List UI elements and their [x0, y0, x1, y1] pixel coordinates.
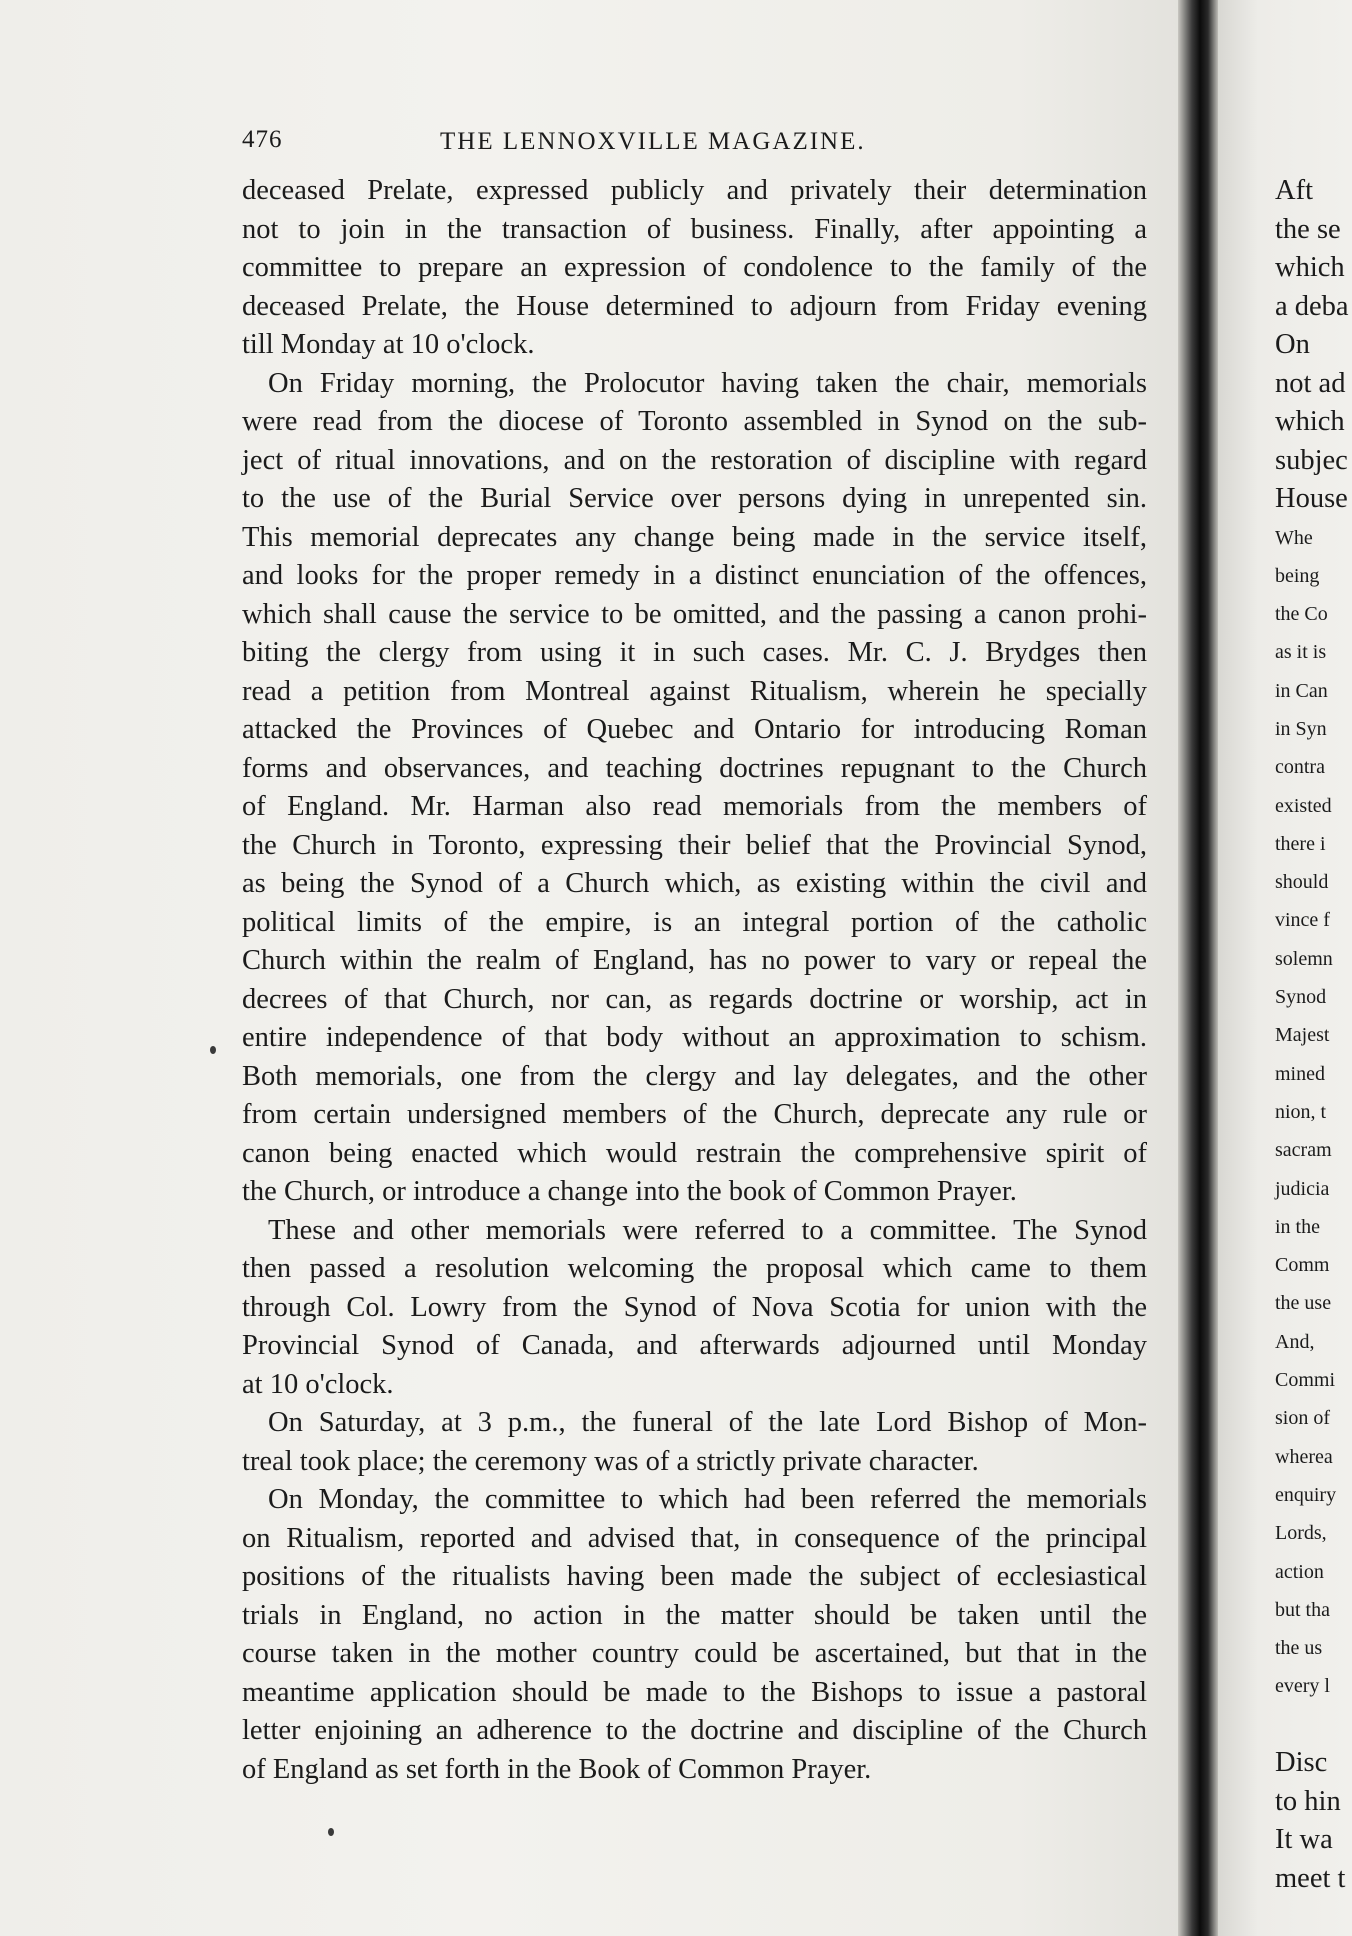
- text-line: political limits of the empire, is an integral portion of the catholic: [242, 906, 1147, 938]
- text-line: nion, t: [1275, 1100, 1327, 1123]
- text-line: existed: [1275, 794, 1332, 817]
- text-line: meet t: [1275, 1862, 1346, 1894]
- text-line: in Syn: [1275, 717, 1327, 740]
- text-line: attacked the Provinces of Quebec and Ontario for introducing Roman: [242, 714, 1147, 745]
- text-line: were read from the diocese of Toronto assembled in Synod on the sub-: [242, 406, 1147, 437]
- text-line: Provincial Synod of Canada, and afterwards adjourned until Monday: [242, 1330, 1147, 1361]
- text-line: Commi: [1275, 1369, 1336, 1392]
- text-line: Comm: [1275, 1254, 1330, 1277]
- text-line: biting the clergy from using it in such cases. Mr. C. J. Brydges then: [242, 637, 1147, 668]
- text-line: till Monday at 10 o'clock.: [242, 329, 535, 360]
- text-line: vince f: [1275, 909, 1330, 932]
- text-line: which: [1275, 406, 1345, 437]
- text-line: in the: [1275, 1215, 1320, 1238]
- text-line: the use: [1275, 1292, 1332, 1315]
- text-line: subjec: [1275, 444, 1348, 476]
- ink-speck: [210, 1046, 216, 1054]
- text-line: which shall cause the service to be omitted, and the passing a canon prohi-: [242, 598, 1147, 630]
- text-line: Church within the realm of England, has no power to vary or repeal the: [242, 945, 1147, 976]
- text-line: Majest: [1275, 1024, 1330, 1047]
- text-line: These and other memorials were referred to a committee. The Synod: [268, 1214, 1147, 1246]
- text-line: Disc: [1275, 1747, 1328, 1778]
- text-line: letter enjoining an adherence to the doctrine and discipline of the Church: [242, 1715, 1147, 1746]
- text-line: mined: [1275, 1062, 1325, 1085]
- text-line: Aft: [1275, 175, 1313, 206]
- text-line: to the use of the Burial Service over persons dying in unrepented sin.: [242, 483, 1147, 514]
- text-line: entire independence of that body without an approximation to schism.: [242, 1022, 1147, 1053]
- text-line: treal took place; the ceremony was of a strictly private character.: [242, 1445, 979, 1477]
- text-line: forms and observances, and teaching doctrines repugnant to the Church: [242, 752, 1147, 784]
- text-line: contra: [1275, 756, 1325, 779]
- text-line: of England. Mr. Harman also read memorials from the members of: [242, 791, 1147, 822]
- text-line: ject of ritual innovations, and on the restoration of discipline with regard: [242, 444, 1147, 476]
- text-line: on Ritualism, reported and advised that, in consequence of the principal: [242, 1522, 1147, 1554]
- text-line: of England as set forth in the Book of Common Prayer.: [242, 1753, 872, 1785]
- text-line: to hin: [1275, 1785, 1341, 1817]
- text-line: the us: [1275, 1637, 1323, 1660]
- text-line: as it is: [1275, 641, 1327, 664]
- text-line: [1275, 1706, 1352, 1744]
- text-line: course taken in the mother country could be ascertained, but that in the: [242, 1638, 1147, 1669]
- text-line: positions of the ritualists having been made the subject of ecclesiastical: [242, 1561, 1147, 1592]
- text-line: deceased Prelate, expressed publicly and privately their determination: [242, 175, 1147, 206]
- text-line: Whe: [1275, 526, 1313, 549]
- text-line: as being the Synod of a Church which, as existing within the civil and: [242, 868, 1147, 899]
- text-line: And,: [1275, 1330, 1315, 1353]
- text-line: canon being enacted which would restrain the comprehensive spirit of: [242, 1137, 1147, 1169]
- text-line: a deba: [1275, 290, 1349, 322]
- text-line: Both memorials, one from the clergy and lay delegates, and the other: [242, 1060, 1147, 1092]
- body-text-left: [242, 172, 1147, 1789]
- text-line: On: [1275, 329, 1310, 360]
- text-line: decrees of that Church, nor can, as regards doctrine or worship, act in: [242, 983, 1147, 1015]
- text-line: House: [1275, 483, 1348, 514]
- text-line: On Saturday, at 3 p.m., the funeral of the late Lord Bishop of Mon-: [268, 1407, 1147, 1438]
- text-line: Synod: [1275, 986, 1327, 1009]
- text-line: It wa: [1275, 1824, 1333, 1855]
- text-line: the Church, or introduce a change into the book of Common Prayer.: [242, 1176, 1017, 1207]
- text-line: then passed a resolution welcoming the proposal which came to them: [242, 1253, 1147, 1284]
- ink-speck: [328, 1828, 334, 1836]
- body-text-right-fragment: [1275, 172, 1352, 1898]
- text-line: Lords,: [1275, 1522, 1327, 1545]
- text-line: On Friday morning, the Prolocutor having taken the chair, memorials: [268, 367, 1147, 399]
- text-line: trials in England, no action in the matter should be taken until the: [242, 1599, 1147, 1631]
- text-line: sacram: [1275, 1139, 1332, 1162]
- text-line: judicia: [1275, 1177, 1330, 1200]
- text-line: in Can: [1275, 679, 1328, 702]
- text-line: action: [1275, 1560, 1324, 1583]
- text-line: the se: [1275, 213, 1341, 245]
- text-line: committee to prepare an expression of condolence to the family of the: [242, 252, 1147, 283]
- text-line: but tha: [1275, 1598, 1330, 1621]
- text-line: at 10 o'clock.: [242, 1368, 394, 1400]
- text-line: the Church in Toronto, expressing their belief that the Provincial Synod,: [242, 829, 1147, 861]
- text-line: should: [1275, 871, 1329, 894]
- running-title: THE LENNOXVILLE MAGAZINE.: [440, 128, 866, 155]
- text-line: wherea: [1275, 1445, 1333, 1468]
- text-line: the Co: [1275, 603, 1328, 626]
- text-line: meantime application should be made to the Bishops to issue a pastoral: [242, 1676, 1147, 1708]
- book-gutter: [1178, 0, 1218, 1936]
- text-line: through Col. Lowry from the Synod of Nova Scotia for union with the: [242, 1291, 1147, 1323]
- text-line: This memorial deprecates any change being made in the service itself,: [242, 521, 1147, 553]
- text-line: every l: [1275, 1675, 1330, 1698]
- page-header: [242, 118, 1162, 158]
- text-line: read a petition from Montreal against Ritualism, wherein he specially: [242, 675, 1147, 707]
- text-line: which: [1275, 252, 1345, 283]
- text-line: not to join in the transaction of business. Finally, after appointing a: [242, 213, 1147, 245]
- text-line: enquiry: [1275, 1483, 1337, 1506]
- text-line: solemn: [1275, 947, 1333, 970]
- text-line: deceased Prelate, the House determined to adjourn from Friday evening: [242, 290, 1147, 322]
- text-line: On Monday, the committee to which had been referred the memorials: [268, 1484, 1147, 1515]
- page-number: 476: [242, 126, 283, 153]
- text-line: sion of: [1275, 1407, 1330, 1430]
- text-line: from certain undersigned members of the Church, deprecate any rule or: [242, 1099, 1147, 1130]
- text-line: being: [1275, 564, 1320, 587]
- text-line: there i: [1275, 832, 1326, 855]
- text-line: and looks for the proper remedy in a distinct enunciation of the offences,: [242, 560, 1147, 591]
- text-line: not ad: [1275, 367, 1346, 399]
